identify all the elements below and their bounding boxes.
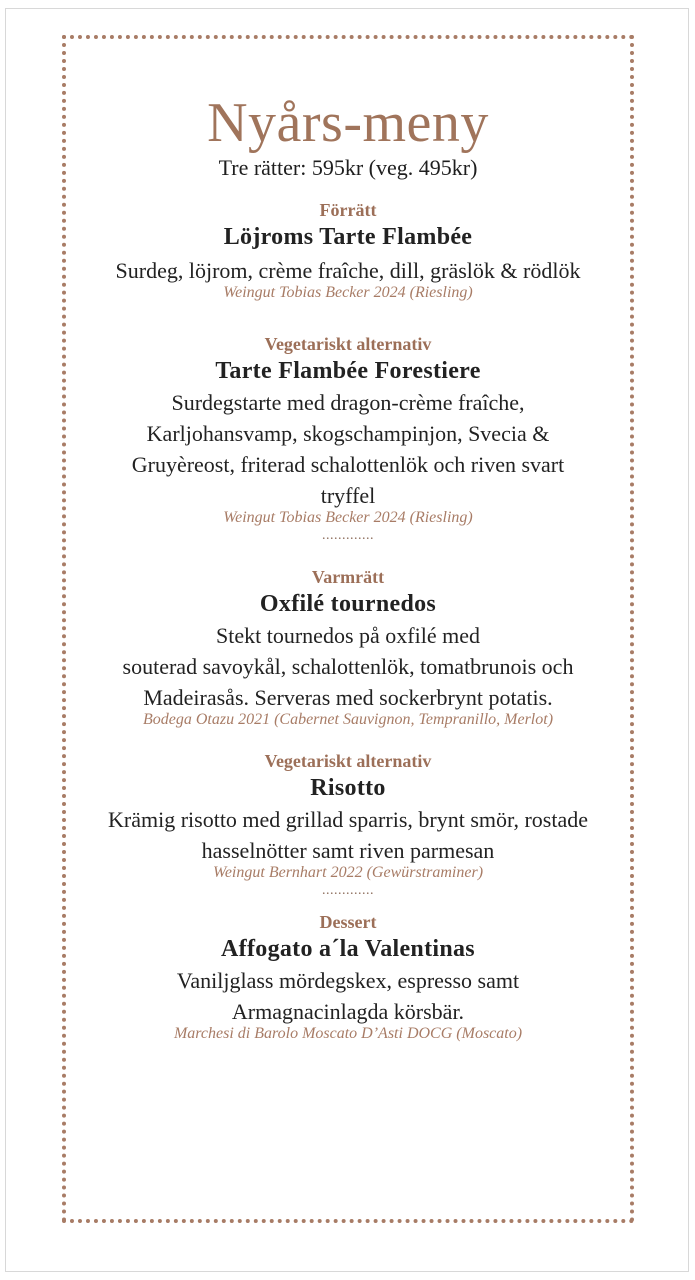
section-label: Vegetariskt alternativ bbox=[264, 751, 432, 771]
dish-description bbox=[62, 620, 634, 713]
section-dessert bbox=[62, 911, 634, 1044]
section-vegetarian-main bbox=[62, 750, 634, 897]
section-label: Vegetariskt alternativ bbox=[264, 334, 432, 354]
description-line: Gruyèreost, friterad schalottenlök och riven svart bbox=[131, 452, 565, 477]
dish-name: Affogato a´la Valentinas bbox=[221, 936, 475, 962]
dish-description bbox=[2, 804, 694, 866]
menu-content bbox=[62, 35, 634, 1044]
dish-description: Surdeg, löjrom, crème fraîche, dill, gräslök & rödlök bbox=[115, 258, 581, 283]
dish-name: Oxfilé tournedos bbox=[259, 591, 437, 617]
description-line: hasselnötter samt riven parmesan bbox=[201, 838, 495, 863]
description-line: Armagnacinlagda körsbär. bbox=[231, 999, 465, 1024]
section-label: Varmrätt bbox=[311, 567, 385, 587]
section-vegetarian-starter bbox=[62, 333, 634, 542]
description-line: Surdegstarte med dragon-crème fraîche, bbox=[171, 390, 525, 415]
description-line: Stekt tournedos på oxfilé med bbox=[216, 623, 480, 648]
wine-pairing: Weingut Tobias Becker 2024 (Riesling) bbox=[223, 509, 473, 526]
menu-price-line: Tre rätter: 595kr (veg. 495kr) bbox=[218, 155, 478, 180]
wine-pairing: Marchesi di Barolo Moscato D’Asti DOCG (Moscato) bbox=[173, 1025, 523, 1042]
wine-pairing: Weingut Tobias Becker 2024 (Riesling) bbox=[223, 284, 473, 301]
dish-name: Tarte Flambée Forestiere bbox=[215, 358, 481, 384]
section-starter bbox=[62, 199, 634, 303]
dish-description bbox=[62, 965, 634, 1027]
menu-title: Nyårs-meny bbox=[207, 92, 489, 154]
description-line: Vaniljglass mördegskex, espresso samt bbox=[176, 968, 520, 993]
description-line: Krämig risotto med grillad sparris, brynt smör, rostade bbox=[108, 807, 588, 832]
wine-pairing: Weingut Bernhart 2022 (Gewürstraminer) bbox=[212, 864, 484, 881]
description-line: souterad savoykål, schalottenlök, tomatbrunois och bbox=[122, 654, 574, 679]
section-divider: ............. bbox=[322, 883, 374, 898]
dish-description bbox=[62, 387, 634, 511]
section-label: Förrätt bbox=[319, 200, 377, 220]
section-main-course bbox=[62, 566, 634, 730]
wine-pairing: Bodega Otazu 2021 (Cabernet Sauvignon, Tempranillo, Merlot) bbox=[142, 711, 554, 728]
dish-name: Löjroms Tarte Flambée bbox=[223, 224, 473, 250]
description-line: Madeirasås. Serveras med sockerbrynt potatis. bbox=[143, 685, 553, 710]
section-divider: ............. bbox=[322, 528, 374, 543]
section-label: Dessert bbox=[319, 912, 377, 932]
dish-name: Risotto bbox=[310, 775, 386, 801]
description-line: tryffel bbox=[320, 483, 376, 508]
description-line: Karljohansvamp, skogschampinjon, Svecia & bbox=[146, 421, 550, 446]
